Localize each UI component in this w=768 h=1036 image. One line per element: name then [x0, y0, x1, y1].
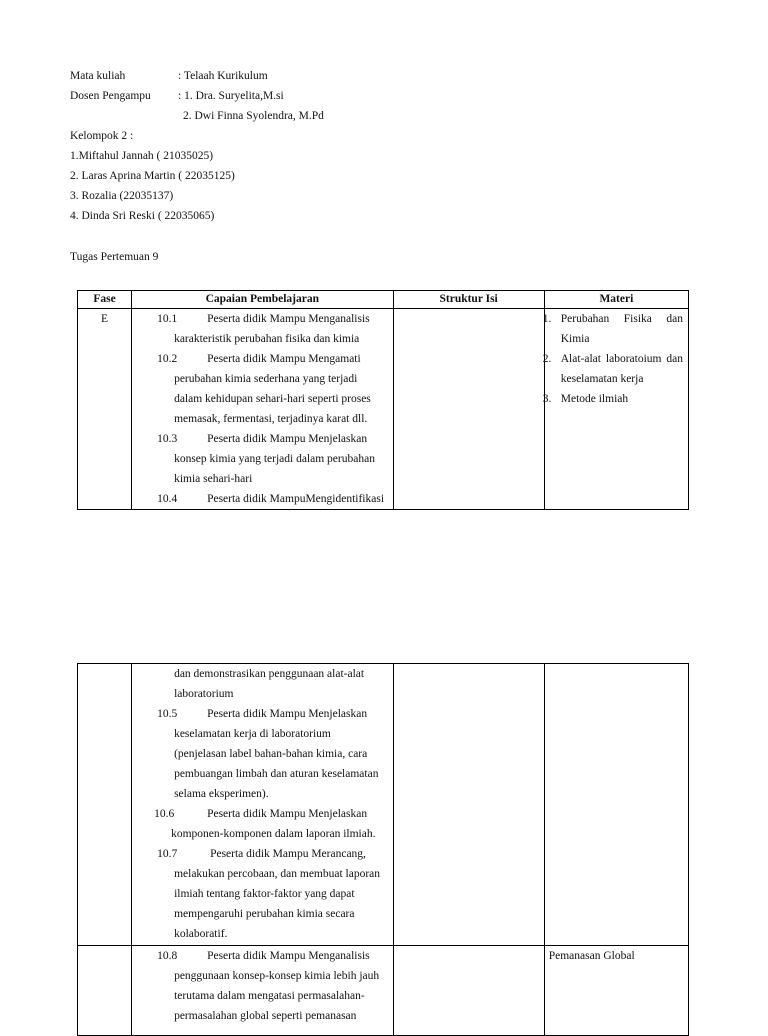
header-materi: Materi	[544, 291, 688, 309]
cp-number: 10.6	[154, 808, 175, 820]
materi-cell	[544, 664, 688, 946]
member-4: 4. Dinda Sri Reski ( 22035065)	[70, 210, 215, 222]
fase-cell	[78, 946, 132, 1036]
curriculum-table-page1	[77, 290, 689, 510]
course-line	[70, 66, 268, 86]
cp-text: karakteristik perubahan fisika dan kimia	[174, 333, 360, 345]
lecturer-1: : 1. Dra. Suryelita,M.si	[178, 90, 284, 102]
cp-number: 10.2	[157, 353, 178, 365]
member-3: 3. Rozalia (22035137)	[70, 190, 174, 202]
cp-text: Peserta didik Mampu Menganalisis	[207, 950, 370, 962]
cp-text: dalam kehidupan sehari-hari seperti proses	[174, 393, 371, 405]
cp-item	[132, 489, 392, 509]
materi-text: Kimia	[560, 333, 590, 345]
course-label: Mata kuliah	[70, 70, 126, 82]
cp-text: laboratorium	[174, 688, 234, 700]
cp-number: 10.4	[157, 493, 178, 505]
cp-number: 10.5	[157, 708, 178, 720]
cp-text: Peserta didik Mampu Menjelaskan	[207, 708, 368, 720]
member-2: 2. Laras Aprina Martin ( 22035125)	[70, 170, 235, 182]
cp-text: komponen-komponen dalam laporan ilmiah.	[171, 828, 376, 840]
cp-text: Peserta didik Mampu Menganalisis	[207, 313, 370, 325]
table-header-row	[78, 291, 689, 309]
member-1: 1.Miftahul Jannah ( 21035025)	[70, 150, 214, 162]
cp-text: Peserta didik Mampu Merancang,	[210, 848, 366, 860]
cp-text: selama eksperimen).	[174, 788, 269, 800]
materi-number: 2.	[542, 353, 552, 365]
materi-text: Perubahan Fisika dan	[560, 313, 683, 325]
struktur-cell	[393, 664, 544, 946]
cp-item	[132, 844, 392, 944]
lecturer-2: 2. Dwi Finna Syolendra, M.Pd	[183, 110, 324, 122]
cp-text: terutama dalam mengatasi permasalahan-	[174, 990, 365, 1002]
cp-text: melakukan percobaan, dan membuat laporan	[174, 868, 381, 880]
cp-text: permasalahan global seperti pemanasan	[174, 1010, 357, 1022]
cp-number: 10.7	[157, 848, 178, 860]
assignment-title: Tugas Pertemuan 9	[70, 251, 159, 263]
cp-item	[132, 804, 392, 844]
cp-item	[132, 704, 392, 804]
materi-text: Pemanasan Global	[548, 950, 635, 962]
group-title: Kelompok 2 :	[70, 130, 134, 142]
cp-item	[132, 349, 392, 429]
cp-text: Peserta didik Mampu Menjelaskan	[207, 808, 368, 820]
materi-list	[542, 309, 688, 409]
struktur-cell	[393, 946, 544, 1036]
struktur-cell	[393, 309, 544, 510]
materi-text: Alat-alat laboratoium dan	[560, 353, 683, 365]
capaian-cell	[132, 946, 393, 1036]
cp-text: mempengaruhi perubahan kimia secara	[174, 908, 355, 920]
cp-text: memasak, fermentasi, terjadinya karat dll.	[174, 413, 368, 425]
cp-item	[132, 309, 392, 349]
materi-cell	[544, 946, 688, 1036]
cp-text: kolaboratif.	[174, 928, 228, 940]
cp-text: (penjelasan label bahan-bahan kimia, cara	[174, 748, 368, 760]
cp-text: keselamatan kerja di laboratorium	[174, 728, 331, 740]
header-struktur: Struktur Isi	[393, 291, 544, 309]
materi-item	[542, 309, 688, 349]
cp-text: ilmiah tentang faktor-faktor yang dapat	[174, 888, 355, 900]
materi-number: 3.	[542, 393, 552, 405]
cp-number: 10.8	[157, 950, 178, 962]
lecturer-line-1	[70, 86, 284, 106]
materi-number: 1.	[542, 313, 552, 325]
cp-text: kimia sehari-hari	[174, 473, 253, 485]
materi-item	[542, 389, 688, 409]
cp-text: Peserta didik MampuMengidentifikasi	[207, 493, 385, 505]
cp-text: perubahan kimia sederhana yang terjadi	[174, 373, 358, 385]
course-value: : Telaah Kurikulum	[178, 70, 268, 82]
materi-cell	[544, 309, 688, 510]
table-row	[78, 946, 689, 1036]
table-row	[78, 664, 689, 946]
table-row	[78, 309, 689, 510]
cp-text: konsep kimia yang terjadi dalam perubahan	[174, 453, 375, 465]
cp-number: 10.1	[157, 313, 178, 325]
cp-text: penggunaan konsep-konsep kimia lebih jauh	[174, 970, 380, 982]
materi-text: Metode ilmiah	[560, 393, 629, 405]
cp-item	[132, 946, 392, 1026]
materi-item	[542, 349, 688, 389]
header-capaian: Capaian Pembelajaran	[132, 291, 393, 309]
fase-cell	[78, 664, 132, 946]
cp-item	[132, 429, 392, 489]
fase-cell: E	[78, 309, 132, 510]
materi-text: keselamatan kerja	[560, 373, 644, 385]
lecturer-label: Dosen Pengampu	[70, 90, 151, 102]
header-fase: Fase	[78, 291, 132, 309]
curriculum-table-page2	[77, 663, 689, 1036]
cp-text: Peserta didik Mampu Mengamati	[207, 353, 361, 365]
cp-text: Peserta didik Mampu Menjelaskan	[207, 433, 368, 445]
capaian-cell	[132, 309, 393, 510]
cp-number: 10.3	[157, 433, 178, 445]
cp-text: dan demonstrasikan penggunaan alat-alat	[174, 668, 365, 680]
cp-continuation	[132, 664, 392, 704]
capaian-cell	[132, 664, 393, 946]
cp-text: pembuangan limbah dan aturan keselamatan	[174, 768, 379, 780]
